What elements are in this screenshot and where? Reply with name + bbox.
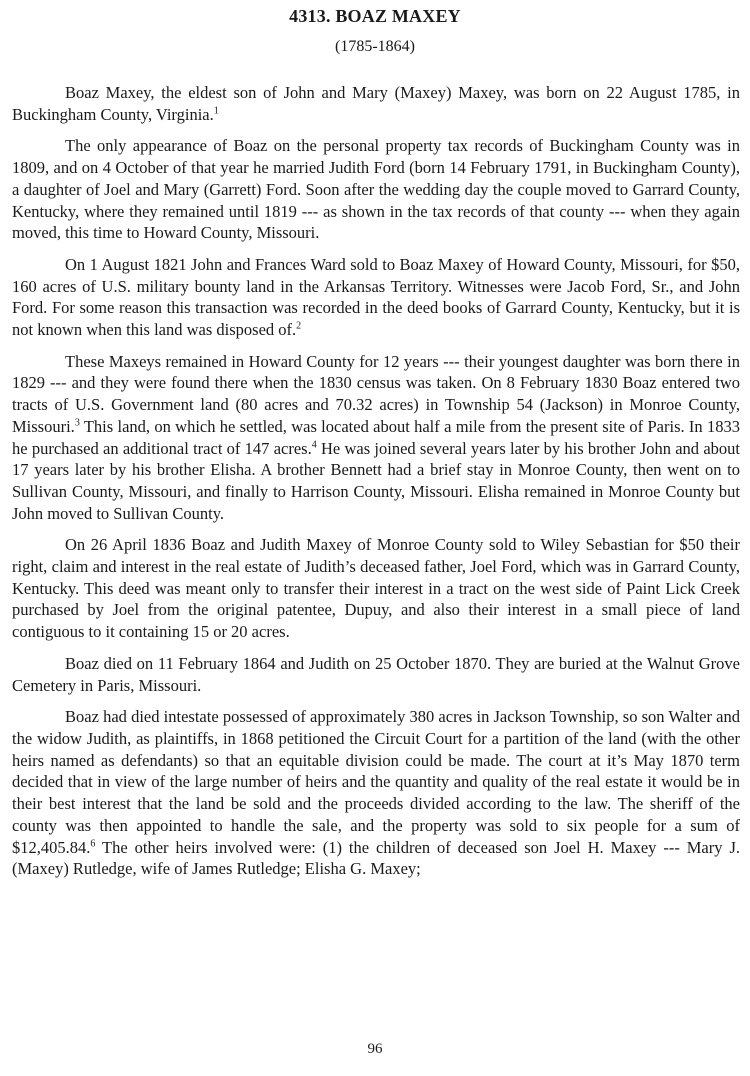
paragraph: On 1 August 1821 John and Frances Ward sold to Boaz Maxey of Howard County, Missouri, for $50, 160 acres of U.S. military bounty land in the Arkansas Territory. Witnesses were Jacob Ford, Sr., and John Ford. For some reason this transaction was recorded in the deed books of Garrard County, Kentucky, but it is not known when this land was disposed of.$^2$ <box>12 254 740 340</box>
footnote-ref: 2 <box>296 320 302 332</box>
page-number: 96 <box>367 1041 383 1057</box>
footnote-ref: 4 <box>311 439 317 451</box>
paragraph: These Maxeys remained in Howard County for 12 years --- their youngest daughter was born there in 1829 --- and they were found there when the 1830 census was taken. On 8 February 1830 Boaz entered two tracts of U.S. Government land (80 acres and 70.32 acres) in Township 54 (Jackson) in Monroe County, Missouri.$^3$ This land, on which he settled, was located about half a mile from the present site of Paris. In 1833 he purchased an additional tract of 147 acres.$^4$ He was joined several years later by his brother John and about 17 years later by his brother Elisha. A brother Bennett had a brief stay in Monroe County, then went on to Sullivan County, Missouri, and finally to Harrison County, Missouri. Elisha remained in Monroe County but John moved to Sullivan County. <box>12 351 740 523</box>
footnote-ref: 3 <box>74 417 80 429</box>
life-dates: (1785-1864) <box>335 38 415 55</box>
footnote-ref: 1 <box>213 105 219 117</box>
footnote-ref: 6 <box>90 838 96 849</box>
article-body <box>12 82 740 890</box>
paragraph: The only appearance of Boaz on the personal property tax records of Buckingham County was in 1809, and on 4 October of that year he married Judith Ford (born 14 February 1791, in Buckingham County), a daughter of Joel and Mary (Garrett) Ford. Soon after the wedding day the couple moved to Garrard County, Kentucky, where they remained until 1819 --- as shown in the tax records of that county --- when they again moved, this time to Howard County, Missouri. <box>12 136 740 243</box>
paragraph: Boaz Maxey, the eldest son of John and Mary (Maxey) Maxey, was born on 22 August 1785, in Buckingham County, Virginia.$^1$ <box>12 83 740 124</box>
paragraph: On 26 April 1836 Boaz and Judith Maxey of Monroe County sold to Wiley Sebastian for $50 their right, claim and interest in the real estate of Judith’s deceased father, Joel Ford, which was in Garrard County, Kentucky. This deed was meant only to transfer their interest in a tract on the west side of Paint Lick Creek purchased by Joel from the original patentee, Dupuy, and also their interest in a small piece of land contiguous to it containing 15 or 20 acres. <box>12 535 740 642</box>
paragraph: Boaz died on 11 February 1864 and Judith on 25 October 1870. They are buried at the Walnut Grove Cemetery in Paris, Missouri. <box>12 653 740 695</box>
page-title: 4313. BOAZ MAXEY <box>289 6 461 26</box>
paragraph: Boaz had died intestate possessed of approximately 380 acres in Jackson Township, so son Walter and the widow Judith, as plaintiffs, in 1868 petitioned the Circuit Court for a partition of the land (with the other heirs named as defendants) so that an equitable division could be made. The court at it’s May 1870 term decided that in view of the large number of heirs and the quantity and quality of the real estate it would be in their best interest that the land be sold and the proceeds divided according to the law. The sheriff of the county was then appointed to handle the sale, and the property was sold to six people for a sum of $12,405.84.$^6$ The other heirs involved were: (1) the children of deceased son Joel H. Maxey --- Mary J. (Maxey) Rutledge, wife of James Rutledge; Elisha G. Maxey; <box>12 707 740 879</box>
